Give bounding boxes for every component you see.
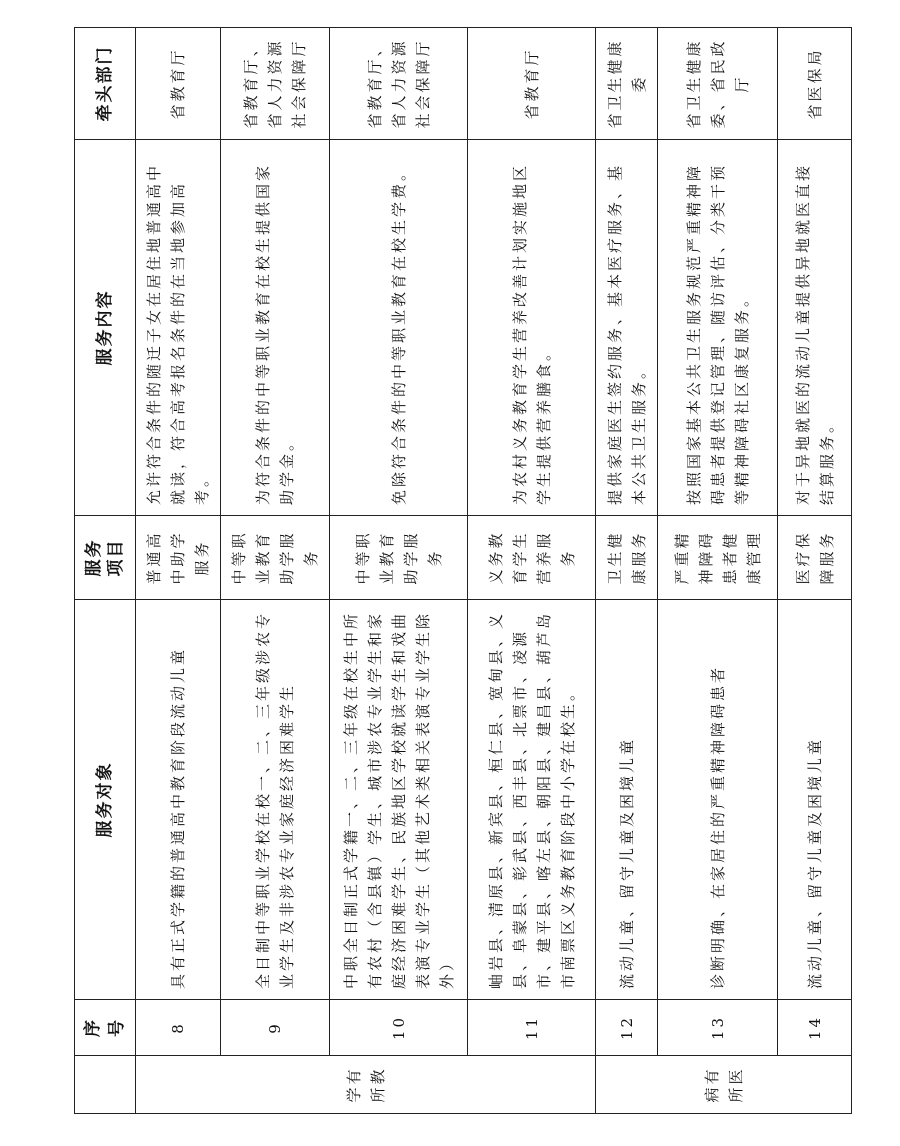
row-item: 普通高中助学服务 (136, 516, 221, 600)
row-item: 中等职业教育助学服务 (330, 516, 468, 600)
row-seq: 8 (136, 1000, 221, 1056)
header-dept: 牵头部门 (75, 28, 136, 140)
header-group (75, 1056, 136, 1114)
row-seq: 14 (778, 1000, 852, 1056)
row-target: 流动儿童、留守儿童及困境儿童 (596, 600, 658, 1000)
row-content: 免除符合条件的中等职业教育在校生学费。 (330, 140, 468, 516)
table-row (658, 28, 778, 1114)
row-dept: 省医保局 (778, 28, 852, 140)
row-dept: 省教育厅 (468, 28, 596, 140)
header-seq: 序号 (75, 1000, 136, 1056)
row-content: 为农村义务教育学生营养改善计划实施地区学生提供营养膳食。 (468, 140, 596, 516)
row-content: 对于异地就医的流动儿童提供异地就医直接结算服务。 (778, 140, 852, 516)
row-seq: 12 (596, 1000, 658, 1056)
row-dept: 省教育厅、省人力资源社会保障厅 (330, 28, 468, 140)
row-target: 诊断明确、在家居住的严重精神障碍患者 (658, 600, 778, 1000)
row-seq: 13 (658, 1000, 778, 1056)
row-seq: 11 (468, 1000, 596, 1056)
header-content: 服务内容 (75, 140, 136, 516)
row-seq: 9 (221, 1000, 330, 1056)
row-target: 中职全日制正式学籍一、二、三年级在校生中所有农村（含县镇）学生、城市涉农专业学生和家庭经济困难学生、民族地区学校就读学生和戏曲表演专业学生（其他艺术类相关表演专业学生除外） (330, 600, 468, 1000)
row-content: 提供家庭医生签约服务、基本医疗服务、基本公共卫生服务。 (596, 140, 658, 516)
row-item: 中等职业教育助学服务 (221, 516, 330, 600)
service-table (74, 27, 852, 1114)
row-dept: 省卫生健康委 (596, 28, 658, 140)
header-item: 服务 项目 (75, 516, 136, 600)
row-target: 岫岩县、清原县、新宾县、桓仁县、宽甸县、义县、阜蒙县、彰武县、西丰县、北票市、凌源市、建平县、喀左县、朝阳县、建昌县、葫芦岛市南票区义务教育阶段中小学在校生。 (468, 600, 596, 1000)
row-content: 为符合条件的中等职业教育在校生提供国家助学金。 (221, 140, 330, 516)
row-seq: 10 (330, 1000, 468, 1056)
row-item: 义务教育学生营养服务 (468, 516, 596, 600)
row-target: 流动儿童、留守儿童及困境儿童 (778, 600, 852, 1000)
table-row (136, 28, 221, 1114)
row-item: 严重精神障碍患者健康管理 (658, 516, 778, 600)
row-target: 全日制中等职业学校在校一、二、三年级涉农专业学生及非涉农专业家庭经济困难学生 (221, 600, 330, 1000)
table-row (221, 28, 330, 1114)
header-row (75, 28, 136, 1114)
header-target: 服务对象 (75, 600, 136, 1000)
row-content: 按照国家基本公共卫生服务规范严重精神障碍患者提供登记管理、随访评估、分类干预等精神障碍社区康复服务。 (658, 140, 778, 516)
row-dept: 省教育厅 (136, 28, 221, 140)
row-item: 卫生健康服务 (596, 516, 658, 600)
row-content: 允许符合条件的随迁子女在居住地普通高中就读，符合高考报名条件的在当地参加高考。 (136, 140, 221, 516)
row-target: 具有正式学籍的普通高中教育阶段流动儿童 (136, 600, 221, 1000)
table-row (468, 28, 596, 1114)
table-row (778, 28, 852, 1114)
table-row (596, 28, 658, 1114)
row-dept: 省教育厅、省人力资源社会保障厅 (221, 28, 330, 140)
group-medical: 病有 所医 (596, 1056, 852, 1114)
group-education: 学有 所教 (136, 1056, 596, 1114)
table-row (330, 28, 468, 1114)
row-item: 医疗保障服务 (778, 516, 852, 600)
row-dept: 省卫生健康委、省民政厅 (658, 28, 778, 140)
